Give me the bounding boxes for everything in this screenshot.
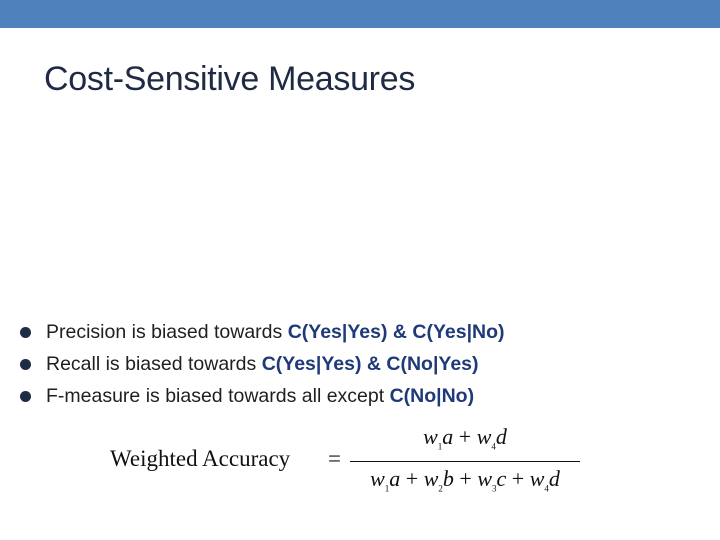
bullet-highlight: C(Yes|Yes) & C(Yes|No) bbox=[287, 321, 505, 343]
bullet-text bbox=[46, 348, 479, 380]
formula-label: Weighted Accuracy bbox=[110, 446, 291, 471]
top-accent-bar bbox=[0, 0, 720, 28]
bullet-prefix: F-measure is biased towards all except bbox=[46, 385, 390, 407]
bullet-item-recall bbox=[20, 348, 700, 380]
weighted-accuracy-formula bbox=[110, 422, 590, 502]
formula-denominator: $w_1a + w_2b + w_3c + w_4d$ bbox=[370, 466, 560, 494]
formula-numerator: $w_1a + w_4d$ bbox=[423, 424, 507, 452]
bullet-highlight: C(No|No) bbox=[389, 385, 475, 407]
bullet-highlight: C(Yes|Yes) & C(No|Yes) bbox=[261, 353, 479, 375]
bullet-item-precision bbox=[20, 316, 700, 348]
bullet-item-f-measure bbox=[20, 380, 700, 412]
bullet-prefix: Recall is biased towards bbox=[46, 353, 262, 375]
bullet-text bbox=[46, 316, 505, 348]
bullet-text bbox=[46, 380, 474, 412]
bullet-dot-icon bbox=[20, 391, 31, 402]
bullet-dot-icon bbox=[20, 327, 31, 338]
bullet-list bbox=[20, 316, 700, 412]
formula-equals: = bbox=[328, 446, 341, 471]
slide-title: Cost-Sensitive Measures bbox=[44, 60, 416, 98]
bullet-dot-icon bbox=[20, 359, 31, 370]
bullet-prefix: Precision is biased towards bbox=[46, 321, 288, 343]
fraction-line bbox=[350, 461, 580, 462]
